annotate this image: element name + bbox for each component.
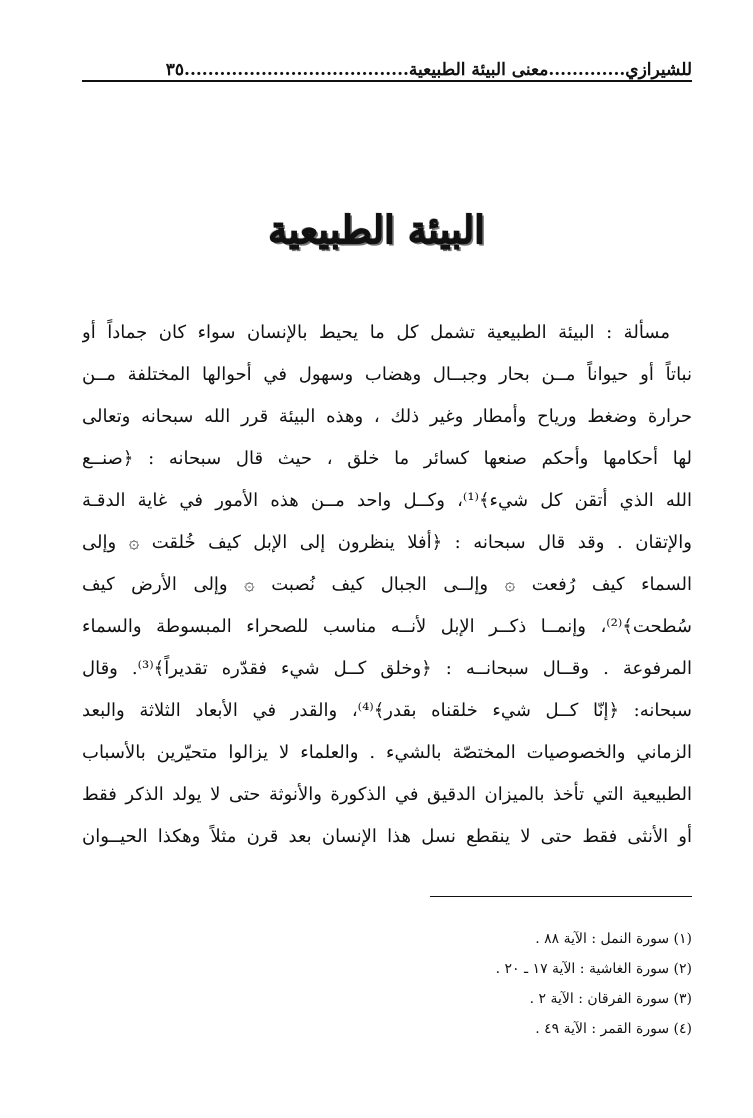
footnotes xyxy=(82,924,692,1044)
footnote: (٤) سورة القمر : الآية ٤٩ . xyxy=(535,1021,692,1037)
footnote: (٣) سورة الفرقان : الآية ٢ . xyxy=(529,991,692,1007)
header-rule xyxy=(82,80,692,82)
footnote-rule xyxy=(430,896,692,897)
body-line: الطبيعية التي تأخذ بالميزان الدقيق في الذكورة والأنوثة حتى لا يولد الذكر فقط xyxy=(82,784,692,805)
body-line: الزماني والخصوصيات المختصّة بالشيء . والعلماء لا يزالوا متحيّرين بالأسباب xyxy=(82,742,692,763)
body-line: سبحانه: ﴿إنّا كــل شيء خلقناه بقدر﴾⁽⁴⁾، والقدر في الأبعاد الثلاثة والبعد xyxy=(82,700,692,721)
page-header xyxy=(82,44,692,80)
body-line: والإتقان . وقد قال سبحانه : ﴿أفلا ينظرون إلى الإبل كيف خُلقت ۞ وإلى xyxy=(82,532,692,553)
chapter-title: البيئة الطبيعية xyxy=(268,207,485,252)
body-line: نباتاً أو حيواناً مــن بحار وجبــال وهضاب وسهول في أحوالها المختلفة مــن xyxy=(82,364,692,385)
footnote: (٢) سورة الغاشية : الآية ١٧ ـ ٢٠ . xyxy=(495,961,692,977)
page-number: ٣٥ xyxy=(165,60,185,80)
body-line: المرفوعة . وقــال سبحانــه : ﴿وخلق كــل شيء فقدّره تقديراً﴾⁽³⁾. وقال xyxy=(82,658,692,679)
body-text xyxy=(82,312,692,858)
body-line: مسألة : البيئة الطبيعية تشمل كل ما يحيط بالإنسان سواء كان جماداً أو xyxy=(82,322,670,343)
body-line: لها أحكامها وأحكم صنعها كسائر ما خلق ، حيث قال سبحانه : ﴿صنــع xyxy=(82,448,692,469)
body-line: حرارة وضغط ورياح وأمطار وغير ذلك ، وهذه البيئة قرر الله سبحانه وتعالى xyxy=(82,406,692,427)
footnote: (١) سورة النمل : الآية ٨٨ . xyxy=(535,931,692,947)
body-line: السماء كيف رُفعت ۞ وإلــى الجبال كيف نُصبت ۞ وإلى الأرض كيف xyxy=(82,574,692,595)
body-line: الله الذي أتقن كل شيء﴾⁽¹⁾، وكــل واحد مــن هذه الأمور في غاية الدقـة xyxy=(82,490,692,511)
running-head: للشيرازي.............معنى البيئة الطبيعية...................................... xyxy=(184,60,692,80)
body-line: سُطحت﴾⁽²⁾، وإنمــا ذكــر الإبل لأنــه مناسب للصحراء المبسوطة والسماء xyxy=(82,616,692,637)
body-line: أو الأنثى فقط حتى لا ينقطع نسل هذا الإنسان بعد قرن مثلاً وهكذا الحيــوان xyxy=(82,826,692,847)
chapter-title-block xyxy=(0,207,753,252)
